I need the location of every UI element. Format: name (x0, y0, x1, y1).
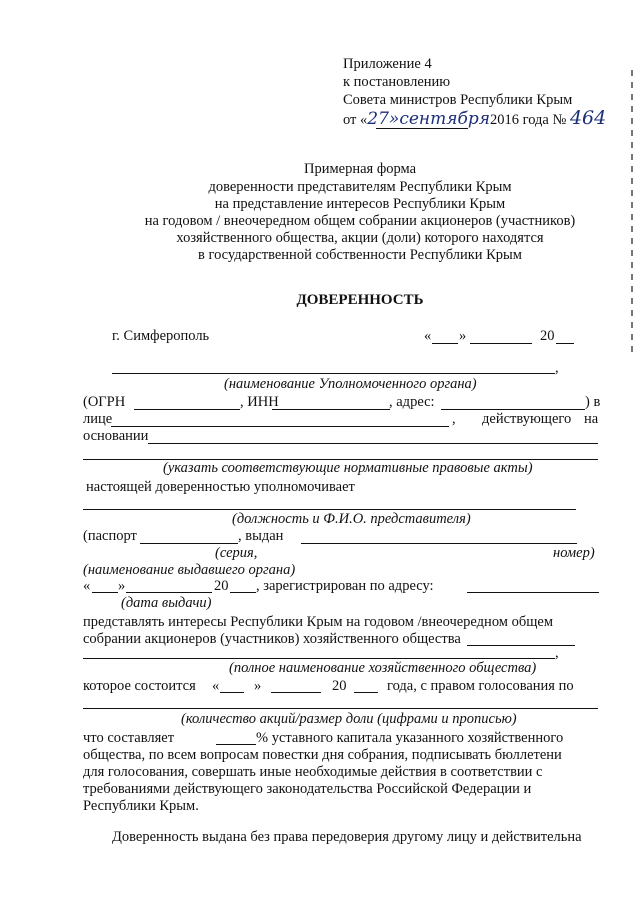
issue-month-field[interactable] (126, 592, 212, 593)
hint-number: номер) (553, 545, 595, 561)
year-prefix: 20 (540, 328, 555, 344)
form-title-3: на представление интересов Республики Крым (214, 196, 506, 212)
represent-text-2: собрании акционеров (участников) хозяйственного общества (83, 631, 461, 647)
acting-label: действующего (482, 411, 572, 427)
issue-year-prefix: 20 (214, 578, 229, 594)
empowers-text: настоящей доверенностью уполномочивает (86, 479, 355, 495)
issued-label: , выдан (238, 528, 284, 544)
passport-series-field[interactable] (140, 543, 238, 544)
passport-label: (паспорт (83, 528, 137, 544)
form-title-6: в государственной собственности Республики Крым (198, 247, 522, 263)
address-label: , адрес: (389, 394, 435, 410)
na-label: на (584, 411, 599, 427)
representative-field[interactable] (83, 509, 576, 510)
form-title-1: Примерная форма (303, 161, 417, 177)
issue-year-field[interactable] (230, 592, 256, 593)
appendix-council: Совета министров Республики Крым (343, 92, 573, 108)
day-quote-open: « (424, 328, 432, 344)
para-line-4: требованиями действующего законодательства Российской Федерации и (83, 781, 532, 797)
org-comma: , (555, 360, 559, 376)
acting-comma: , (452, 411, 456, 427)
year-field[interactable] (556, 343, 574, 344)
day-field[interactable] (432, 343, 458, 344)
date-underline (376, 128, 468, 129)
percent-text-a: что составляет (83, 730, 175, 746)
shares-field[interactable] (83, 708, 598, 709)
registered-label: , зарегистрирован по адресу: (256, 578, 434, 594)
form-title-5: хозяйственного общества, акции (доли) которого находятся (176, 230, 544, 246)
para-line-3: для голосования, совершать иные необходимые действия в соответствии с (83, 764, 543, 780)
hint-series: (серия, (215, 545, 258, 561)
hint-issue-date: (дата выдачи) (121, 595, 212, 611)
address-field[interactable] (441, 409, 585, 410)
company-comma: , (555, 645, 559, 661)
issue-quote-close: » (118, 578, 126, 594)
registration-address-field[interactable] (467, 592, 599, 593)
percent-field[interactable] (216, 744, 256, 745)
appendix-label: Приложение 4 (343, 56, 432, 72)
document-title: ДОВЕРЕННОСТЬ (296, 292, 424, 308)
issuer-field[interactable] (301, 543, 577, 544)
hint-issuer: (наименование выдавшего органа) (83, 562, 296, 578)
basis-field[interactable] (148, 443, 598, 444)
place: г. Симферополь (112, 328, 210, 344)
month-field[interactable] (470, 343, 532, 344)
meeting-quote-close: » (254, 678, 262, 694)
inn-field[interactable] (272, 409, 390, 410)
issue-quote-open: « (83, 578, 91, 594)
org-name-field[interactable] (112, 373, 555, 374)
meeting-text-1: которое состоится (83, 678, 196, 694)
ogrn-field[interactable] (134, 409, 240, 410)
day-quote-close: » (459, 328, 467, 344)
meeting-day-field[interactable] (220, 692, 244, 693)
hint-representative: (должность и Ф.И.О. представителя) (232, 511, 471, 527)
para-line-2: общества, по всем вопросам повестки дня собрания, подписывать бюллетени (83, 747, 562, 763)
appendix-date-line (343, 107, 607, 129)
meeting-month-field[interactable] (271, 692, 321, 693)
company-field-2[interactable] (83, 658, 555, 659)
handwritten-date: 27»сентября (367, 109, 490, 129)
meeting-year-field[interactable] (354, 692, 378, 693)
litse-label: лице (83, 411, 113, 427)
date-middle: 2016 года № (489, 112, 567, 128)
form-title-4: на годовом / внеочередном общем собрании акционеров (участников) (144, 213, 576, 229)
para-line-5: Республики Крым. (83, 798, 199, 814)
handwritten-number: 464 (569, 107, 607, 129)
scan-margin-marks (628, 70, 636, 370)
hint-acts: (указать соответствующие нормативные правовые акты) (163, 460, 533, 476)
osnovanii-label: основании (83, 428, 149, 444)
ogrn-label: (ОГРН (83, 394, 126, 410)
inn-label: , ИНН (240, 394, 279, 410)
date-prefix: от « (343, 112, 368, 128)
meeting-year-prefix: 20 (332, 678, 347, 694)
final-text: Доверенность выдана без права передоверия другому лицу и действительна (112, 829, 582, 845)
hint-org: (наименование Уполномоченного органа) (224, 376, 477, 392)
hint-shares: (количество акций/размер доли (цифрами и прописью) (181, 711, 517, 727)
represent-text-1: представлять интересы Республики Крым на годовом /внеочередном общем (83, 614, 553, 630)
form-title-2: доверенности представителям Республики Крым (208, 179, 512, 195)
meeting-text-2: года, с правом голосования по (387, 678, 574, 694)
hint-company: (полное наименование хозяйственного общества) (229, 660, 537, 676)
close-paren-v: ) в (585, 394, 601, 410)
company-field[interactable] (467, 645, 575, 646)
percent-text-b: % уставного капитала указанного хозяйственного (256, 730, 564, 746)
person-field[interactable] (111, 426, 449, 427)
issue-day-field[interactable] (92, 592, 118, 593)
meeting-quote-open: « (212, 678, 220, 694)
appendix-decree: к постановлению (343, 74, 451, 90)
